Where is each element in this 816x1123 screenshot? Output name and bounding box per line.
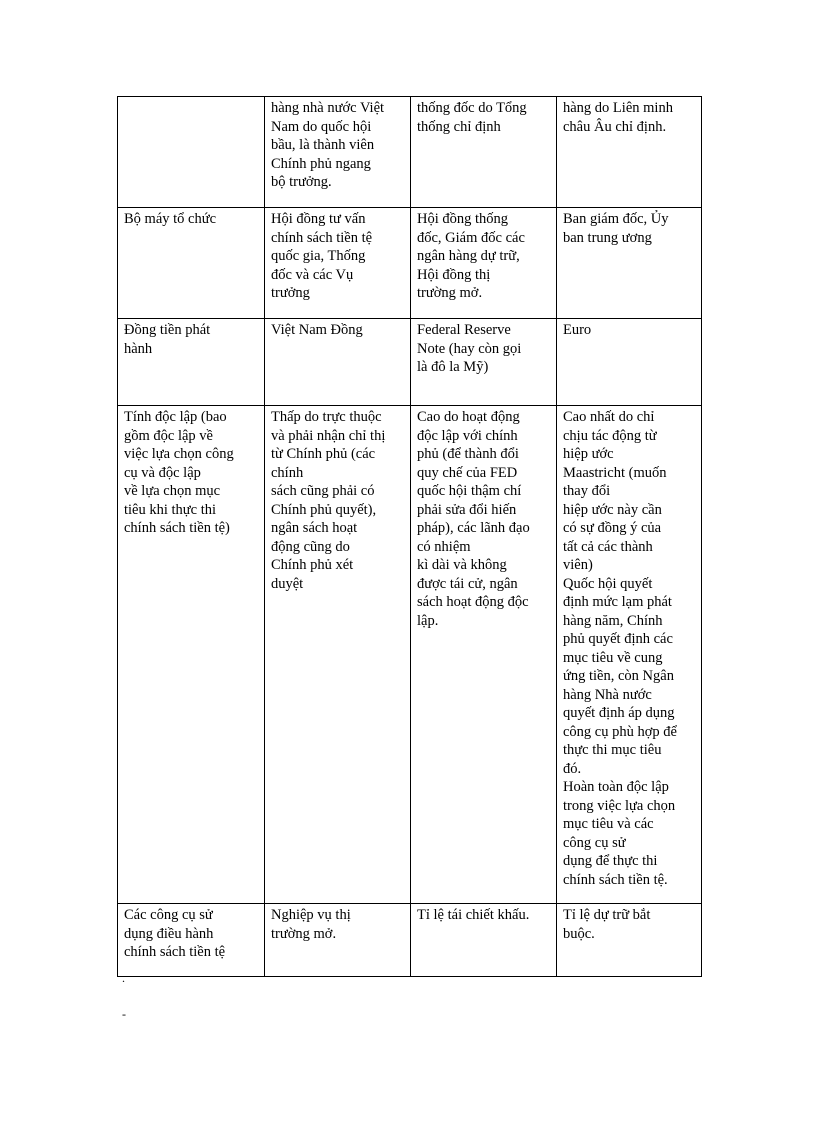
cell-text-line: công cụ sử [563, 834, 626, 851]
cell-text-line: hàng nhà nước Việt [271, 100, 385, 116]
cell-text-line: động cũng do [271, 538, 350, 555]
table-row [118, 406, 702, 904]
cell-text-line: Thấp do trực thuộc [271, 409, 382, 425]
cell-text-line: gồm độc lập về [124, 427, 213, 444]
cell-text-line: trường mở. [271, 925, 337, 942]
cell-text-line: từ Chính phủ (các [271, 446, 376, 462]
cell-text-line: cụ và độc lập [124, 464, 201, 481]
cell-text-line: sách hoạt động độc [417, 594, 529, 610]
cell-text-line: Maastricht (muốn [563, 464, 667, 481]
cell-text-line: hàng Nhà nước [563, 686, 652, 703]
cell-text-line: buộc. [563, 925, 595, 942]
table-row [118, 904, 702, 977]
cell-text-line: Đồng tiền phát [124, 322, 211, 338]
cell-text-line: việc lựa chọn công [124, 446, 234, 462]
cell-text-line: thống đốc do Tổng [417, 100, 527, 116]
cell-text-line: ngân hàng dự trữ, [417, 248, 520, 264]
cell-text-line: Federal Reserve [417, 322, 511, 338]
cell-text-line: quốc hội thậm chí [417, 483, 522, 499]
cell-text-line: Nghiệp vụ thị [271, 907, 351, 923]
cell-text-line: chịu tác động từ [563, 427, 657, 444]
cell-text-line: dụng điều hành [124, 925, 214, 942]
cell-text-line: pháp), các lãnh đạo [417, 520, 530, 536]
cell-text-line: hiệp ước này cần [563, 501, 662, 518]
cell-text-line: kì dài và không [417, 557, 507, 573]
cell-text-line: Hội đồng thị [417, 266, 491, 283]
table-cell [118, 97, 265, 208]
cell-text-line: tất cả các thành [563, 538, 653, 555]
cell-text-line: về lựa chọn mục [124, 483, 221, 499]
table-cell [557, 904, 702, 977]
cell-text-line: thay đổi [563, 483, 611, 499]
table-cell [265, 319, 411, 406]
cell-text-line: độc lập với chính [417, 427, 518, 444]
cell-text-line: chính sách tiền tệ) [124, 520, 230, 536]
cell-text-line: thống chỉ định [417, 118, 501, 135]
cell-text-line: ngân sách hoạt [271, 520, 358, 536]
cell-text-line: Hội đồng thống [417, 211, 509, 227]
cell-text-line: mục tiêu và các [563, 816, 654, 832]
cell-text-line: định mức lạm phát [563, 594, 672, 610]
cell-text-line: hàng do Liên minh [563, 100, 673, 116]
cell-text-line: và phải nhận chỉ thị [271, 427, 386, 444]
table-body [118, 97, 702, 977]
table-cell [557, 319, 702, 406]
cell-text-line: viên) [563, 557, 593, 573]
cell-text-line: quốc gia, Thống [271, 248, 366, 264]
cell-text-line: có nhiệm [417, 538, 471, 555]
cell-text-line: quy chế của FED [417, 464, 518, 481]
cell-text-line: Euro [563, 322, 592, 338]
cell-text-line: đó. [563, 760, 582, 777]
table-cell [265, 406, 411, 904]
cell-text-line: Hội đồng tư vấn [271, 211, 366, 227]
cell-text-line: lập. [417, 612, 439, 629]
table-cell [411, 319, 557, 406]
cell-text-line: dụng để thực thi [563, 853, 658, 869]
cell-text-line: Nam do quốc hội [271, 118, 372, 135]
table-cell [557, 406, 702, 904]
stray-dot-mark: . [122, 971, 125, 985]
cell-text-line: Note (hay còn gọi [417, 340, 522, 357]
cell-text-line: Hoàn toàn độc lập [563, 779, 669, 795]
cell-text-line: Cao do hoạt động [417, 409, 520, 425]
table-cell [265, 97, 411, 208]
cell-text-line: hàng năm, Chính [563, 612, 663, 629]
cell-text-line: Bộ máy tổ chức [124, 211, 217, 227]
cell-text-line: ứng tiền, còn Ngân [563, 668, 674, 684]
table-cell [557, 208, 702, 319]
cell-text-line: thực thi mục tiêu [563, 742, 662, 758]
cell-text-line: chính sách tiền tệ [271, 229, 373, 246]
cell-text-line: phủ quyết định các [563, 631, 673, 647]
cell-text-line: Ban giám đốc, Ủy [563, 211, 669, 227]
cell-text-line: hành [124, 340, 153, 357]
cell-text-line: Tỉ lệ tái chiết khấu. [417, 907, 530, 923]
cell-text-line: là đô la Mỹ) [417, 359, 489, 375]
cell-text-line: mục tiêu về cung [563, 649, 663, 666]
cell-text-line: trường mở. [417, 285, 483, 301]
cell-text-line: phủ (để thành đổi [417, 446, 519, 462]
cell-text-line: quyết định áp dụng [563, 705, 675, 721]
table-cell [557, 97, 702, 208]
table-cell [411, 208, 557, 319]
cell-text-line: trưởng [271, 285, 310, 301]
cell-text-line: Việt Nam Đồng [271, 322, 363, 338]
cell-text-line: được tái cử, ngân [417, 575, 518, 592]
cell-text-line: đốc, Giám đốc các [417, 229, 525, 246]
cell-text-line: Chính phủ quyết), [271, 501, 377, 518]
table-cell [265, 904, 411, 977]
table-cell [118, 406, 265, 904]
cell-text-line: phải sửa đổi hiến [417, 501, 517, 518]
cell-text-line: Các công cụ sử [124, 907, 213, 923]
cell-text-line: chính [271, 464, 304, 481]
table-cell [411, 406, 557, 904]
table-row [118, 319, 702, 406]
cell-text-line: Chính phủ ngang [271, 155, 371, 172]
stray-dash-mark: - [122, 1007, 126, 1021]
cell-text-line: duyệt [271, 575, 304, 592]
table-cell [411, 904, 557, 977]
cell-text-line: Chính phủ xét [271, 557, 354, 573]
cell-text-line: châu Âu chỉ định. [563, 118, 667, 135]
cell-text-line: bầu, là thành viên [271, 137, 375, 153]
cell-text-line: công cụ phù hợp để [563, 723, 677, 740]
cell-text-line: đốc và các Vụ [271, 266, 354, 283]
cell-text-line: sách cũng phải có [271, 483, 375, 499]
cell-text-line: Tỉ lệ dự trữ bắt [563, 907, 651, 923]
table-row [118, 97, 702, 208]
cell-text-line: tiêu khi thực thi [124, 501, 217, 518]
table-cell [118, 904, 265, 977]
cell-text-line: hiệp ước [563, 446, 614, 462]
cell-text-line: Cao nhất do chỉ [563, 409, 655, 425]
table-cell [118, 319, 265, 406]
table-cell [118, 208, 265, 319]
cell-text-line: Quốc hội quyết [563, 575, 653, 592]
cell-text-line: trong việc lựa chọn [563, 797, 676, 814]
cell-text-line: có sự đồng ý của [563, 520, 662, 536]
table-cell [265, 208, 411, 319]
cell-text-line: bộ trưởng. [271, 174, 332, 190]
cell-text-line: chính sách tiền tệ [124, 944, 226, 960]
table-cell [411, 97, 557, 208]
cell-text-line: ban trung ương [563, 229, 652, 246]
comparison-table [117, 96, 702, 977]
table-row [118, 208, 702, 319]
cell-text-line: chính sách tiền tệ. [563, 871, 668, 888]
cell-text-line: Tính độc lập (bao [124, 409, 227, 425]
